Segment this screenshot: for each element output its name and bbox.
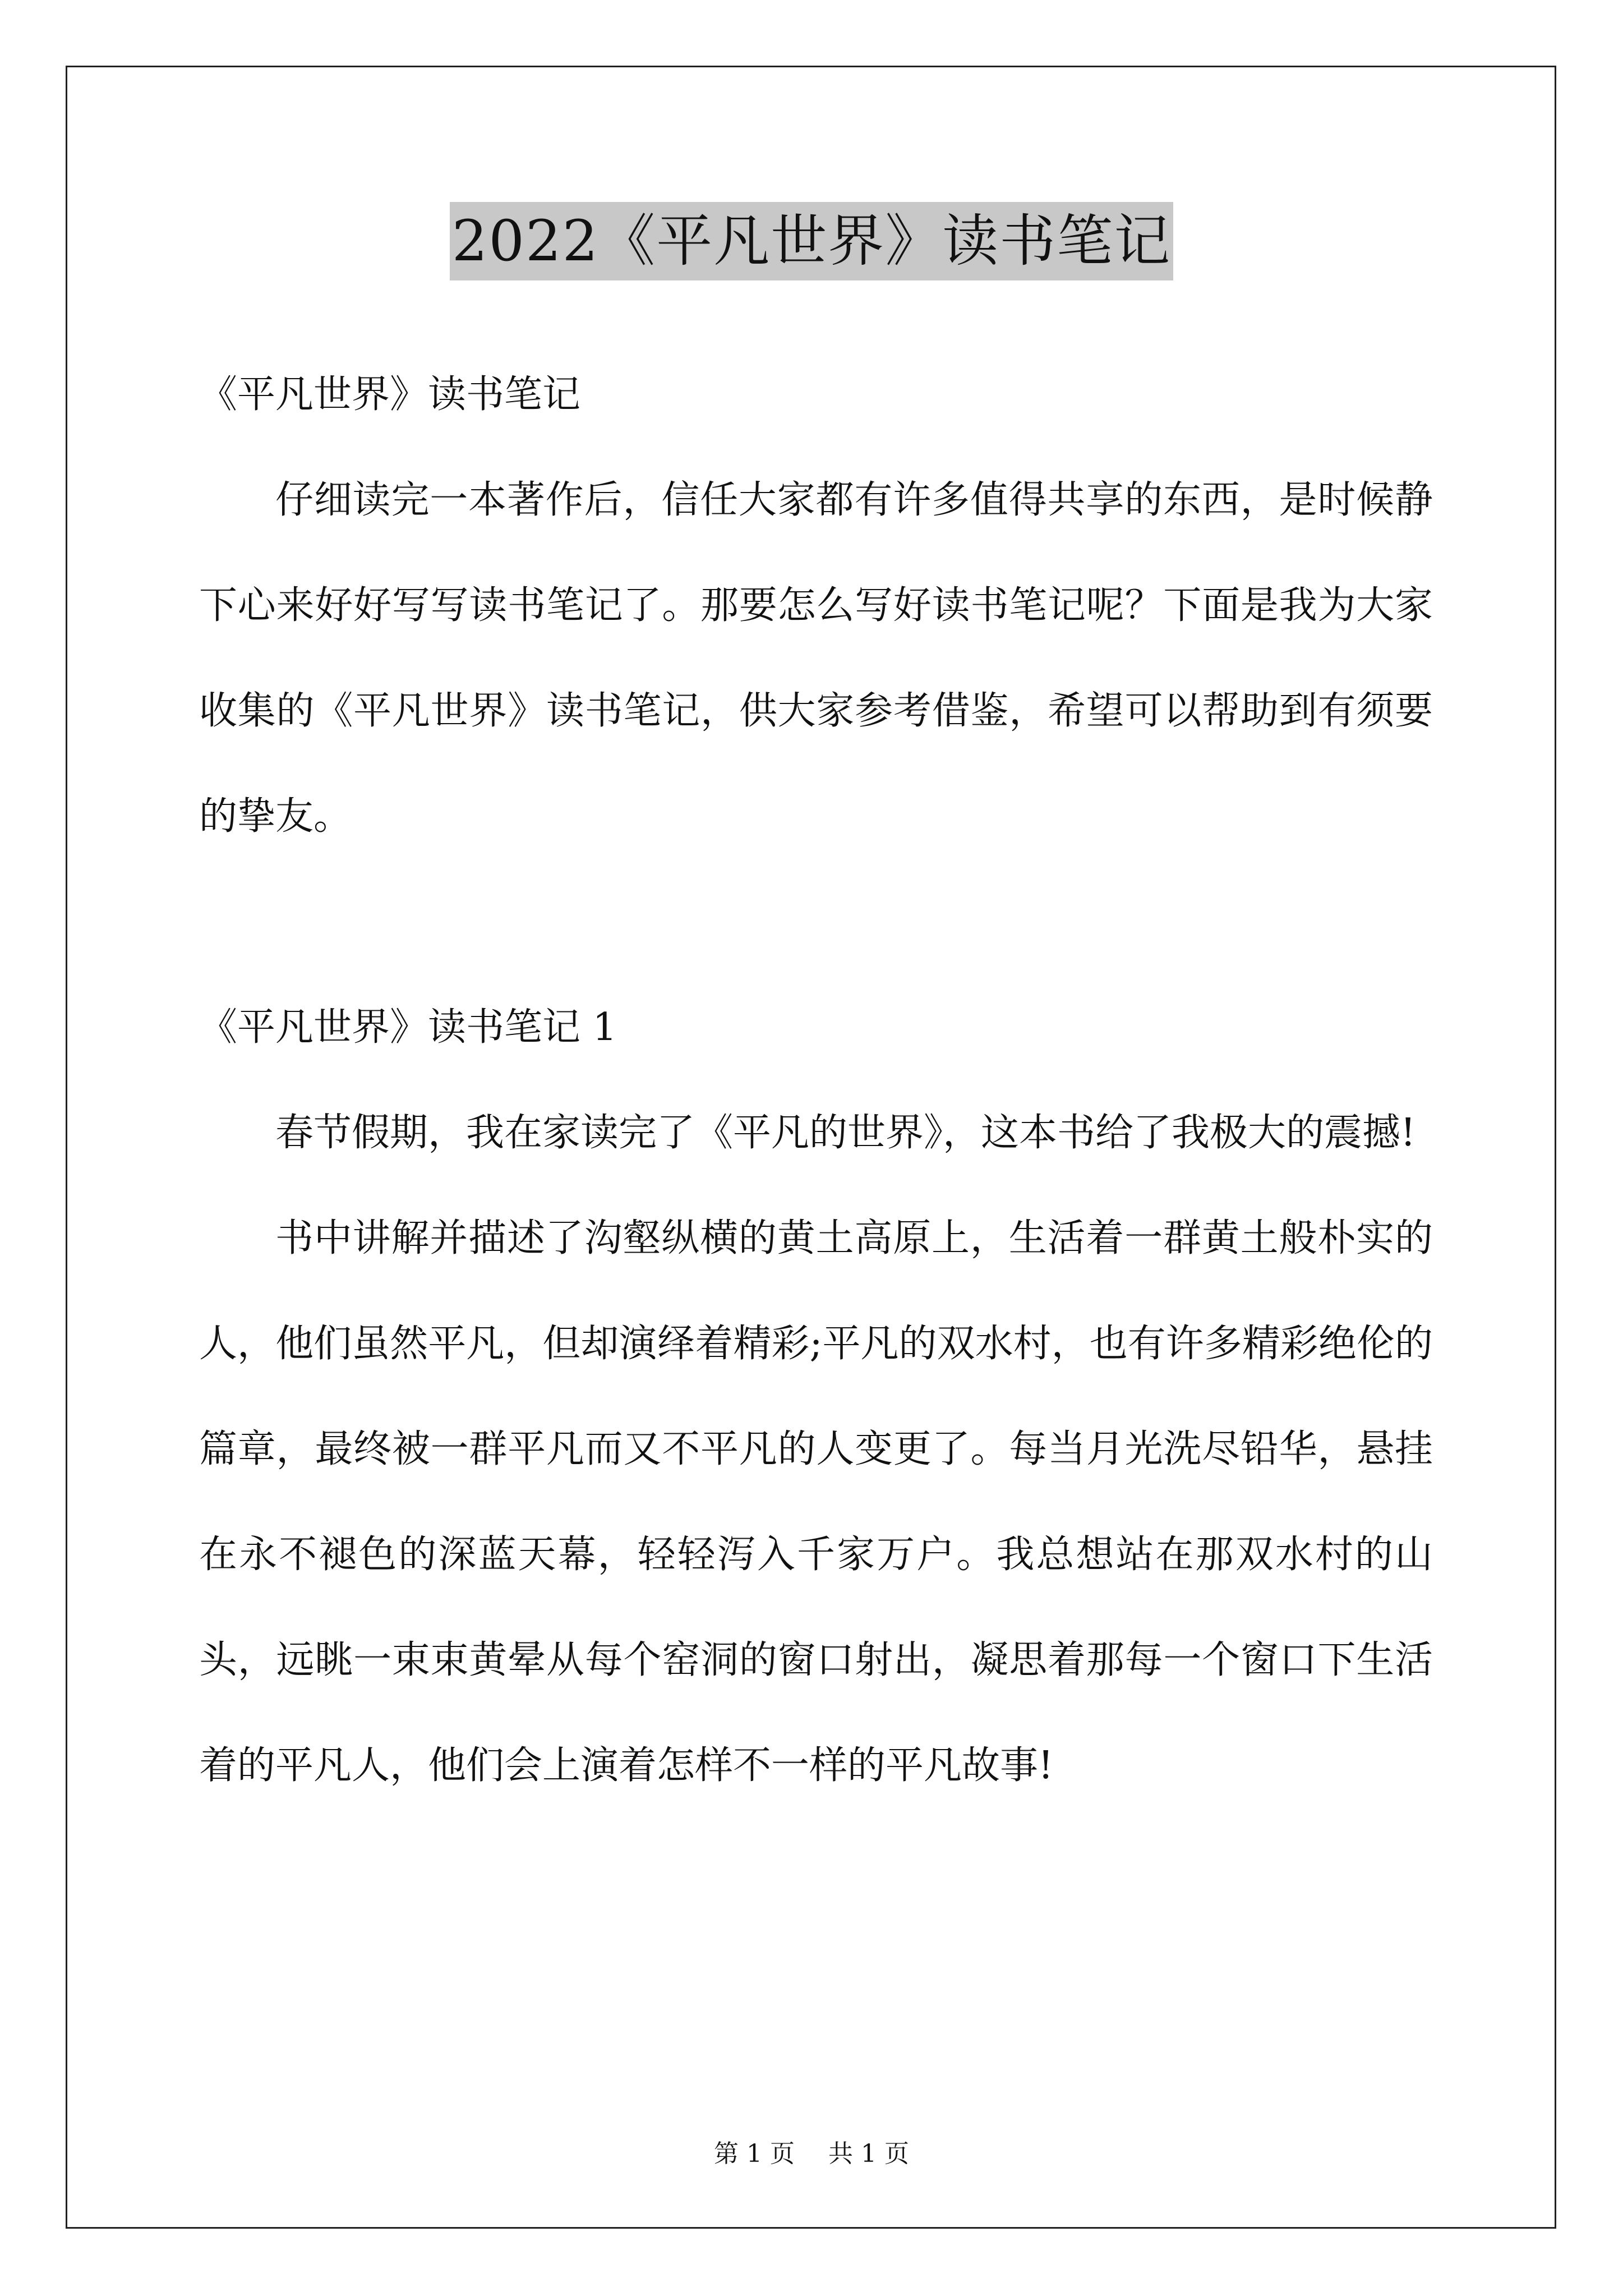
document-title: 2022《平凡世界》读书笔记 xyxy=(450,202,1174,280)
section1-heading: 《平凡世界》读书笔记 1 xyxy=(199,1005,617,1050)
page-number-total: 共 1 页 xyxy=(828,2139,909,2168)
section1-paragraph-2: 书中讲解并描述了沟壑纵横的黄土高原上，生活着一群黄土般朴实的人，他们虽然平凡，但却演绎着精彩;平凡的双水村，也有许多精彩绝伦的篇章，最终被一群平凡而又不平凡的人变更了。每当月光洗尽铅华，悬挂在永不褪色的深蓝天幕，轻轻泻入千家万户。我总想站在那双水村的山头，远眺一束束黄晕从每个窑洞的窗口射出，凝思着那每一个窗口下生活着的平凡人，他们会上演着怎样不一样的平凡故事! xyxy=(199,1216,1433,1788)
page-footer xyxy=(0,2137,1623,2171)
section1-paragraph-1: 春节假期，我在家读完了《平凡的世界》，这本书给了我极大的震撼! xyxy=(275,1111,1416,1155)
document-body xyxy=(199,342,1433,1819)
intro-heading: 《平凡世界》读书笔记 xyxy=(199,372,581,417)
intro-paragraph: 仔细读完一本著作后，信任大家都有许多值得共享的东西，是时候静下心来好好写写读书笔记了。那要怎么写好读书笔记呢？下面是我为大家收集的《平凡世界》读书笔记，供大家参考借鉴，希望可以帮助到有须要的挚友。 xyxy=(199,478,1433,839)
page-number-current: 第 1 页 xyxy=(714,2139,795,2168)
title-container xyxy=(0,202,1623,280)
section-spacer xyxy=(199,869,1433,975)
